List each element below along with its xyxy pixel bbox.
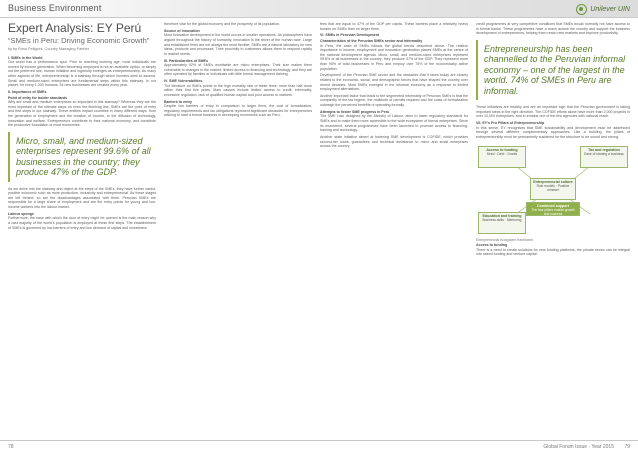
section-heading: Characteristics of the Peruvian SMEs sector and informality <box>320 38 423 43</box>
journal-name: Global Forum Issue · Year 2015 <box>543 444 614 450</box>
body-paragraph: Approximately 92% of SMEs worldwide are micro enterprises. Their size makes them vulnerable to changes in the market, limited access to financing and technology, and they are often operated by families or individuals with little formal management training. <box>164 63 312 77</box>
body-paragraph: The SME Law, designed by the Ministry of Labour, aims to lower regulatory standards for SMEs and to make them more accessible to the wide ecosystem of formal enterprises. Since its enactment, several programmes have been launched to promote access to financing, training and technology. <box>320 114 468 133</box>
pillar-tax-title: Tax and regulation <box>588 148 620 153</box>
combined-support-title: Combined support <box>537 204 569 209</box>
pull-quote-2: Entrepreneurship has been channelled to the Peruvian informal economy – one of the largest in the world. 74% of SMEs in Peru are informal. <box>476 40 630 101</box>
section-heading: Labour sponge <box>8 211 34 216</box>
page-number-right: 79 <box>624 444 630 450</box>
column-2-body <box>164 22 312 118</box>
body-paragraph: credit programmes at very competitive conditions that SMEs would normally not have access to in formal banks. These programmes have a reach across the country and support the business development of entrepreneurs, helping them reach new markets and improve productivity. <box>476 22 630 36</box>
logo-mark-icon <box>576 4 587 15</box>
header-band <box>0 0 638 18</box>
page-number-left: 78 <box>8 444 14 450</box>
footer-band <box>0 440 638 452</box>
body-paragraph: Our world has a performance spur. Prior to reaching working age, most individuals are moved by income generation. When becoming employed is not an available option, or simply not the preferred one, human initiative and ingenuity emerges as entrepreneurship. As many other aspects of life, entrepreneurship is a stairway through which humans seek to ascend. Small and medium-sized enterprises are fundamental steps within this stairway. In our planet, for every 1,000 humans, 54 new businesses are created every year. <box>8 60 156 88</box>
article-byline: by by Rosa Pelligrini, Country Managing Partner <box>8 47 90 51</box>
pillar-tax-and-regulation <box>580 146 628 168</box>
pillar-access-title: Access to funding <box>486 148 518 153</box>
combined-support-text: The four pillars enable growth and success <box>531 208 575 217</box>
article-subtitle: “SMEs in Peru: Driving Economic Growth” <box>8 36 150 45</box>
pillar-entrepreneurial-culture <box>530 178 576 200</box>
diagram-caption: Entrepreneurial ecosystem framework <box>476 237 534 242</box>
body-paragraph: In this sense, EY recognises that SME sustainability and development must be addressed through several different complementary approaches. Like a building, the pillars of entrepreneurship must be permanently sustained for the structure to be sound and strong. <box>476 125 630 140</box>
column-4-body-b <box>476 105 630 139</box>
column-1 <box>8 22 156 232</box>
column-4-body <box>476 22 630 36</box>
column-2 <box>164 22 312 120</box>
article-title: Expert Analysis: EY Perú <box>8 21 142 35</box>
article-page <box>0 18 638 438</box>
column-3 <box>320 22 468 151</box>
body-paragraph: The literature on SMEs points to the high mortality rate of these firms: more than half close within their first five years. Main causes include limited access to credit, informality, excessive regulation, lack of qualified human capital and poor access to markets. <box>164 83 312 97</box>
section-label: Business Environment <box>8 3 102 13</box>
body-paragraph: As we delve into the stairway and object at the steps of the SMEs, they have further varied, positive economic such as more production, inclusivity and entrepreneurial. As these stages are left behind, so are the disadvantages associated with them. Peruvian SMEs are responsible for a large share of employment and are the entry points for young and low-income workers into the labour market. <box>8 186 156 210</box>
pillar-access-to-funding <box>478 146 526 168</box>
logo-text: Unilever UIN <box>590 5 630 13</box>
pull-quote-1: Micro, small, and medium-sized enterprises represent 99.6% of all businesses in the country; they produce 47% of the GDP. <box>8 132 156 182</box>
section-heading: I. SMEs in the World <box>8 55 43 60</box>
column-1-body <box>8 56 156 128</box>
column-4 <box>476 22 630 259</box>
section-heading: Attempts to foster SME progress in Peru <box>320 109 390 114</box>
body-paragraph: fees that are equal to 47% of the GDP per capita. These barriers place a relatively heavy burden on SMEs than on larger firms. <box>320 22 468 31</box>
section-heading: II. Importance of SMEs <box>8 89 47 94</box>
section-heading: VII. EY's Pro Pillars of Entrepreneurship <box>476 121 545 126</box>
body-paragraph: In Peru, the case of SMEs follows the global trends described above. The relative importance in income, employment and innovation generation places SMEs at the centre of the national development agenda. Micro, small, and medium-sized enterprises represent 99.6% of all businesses in the country; they produce 47% of the GDP. They represent more than 95% of total businesses in Peru and employ over 75% of the economically active population. <box>320 43 468 71</box>
column-3-body <box>320 22 468 149</box>
pillar-tax-text: Ease of starting a business <box>584 152 624 157</box>
section-heading: Source of innovation <box>164 28 200 33</box>
section-heading: Barriers to entry <box>164 99 192 104</box>
body-paragraph: Another state initiative aimed at fostering SME development is COFIDE, which provides second-tier loans, guarantees and technical assistance to micro and small enterprises across the country. <box>320 135 468 149</box>
body-paragraph: therefore vital for the global economy and the prosperity of its population. <box>164 22 281 26</box>
body-paragraph: Another important factor that leads to the segmented informality of Peruvian SMEs is that the complexity of the tax regime, the multitude of permits required and the costs of formalization outweigh the perceived benefits of operating formally. <box>320 93 468 108</box>
section-heading: III. Particularities of SMEs <box>164 58 208 63</box>
pillar-education-title: Education and training <box>482 214 522 219</box>
pillar-access-text: Seed · Debt · Grants <box>486 152 518 157</box>
section-heading: Point of entry for bolder standards <box>8 95 68 100</box>
section-heading: IV. SME Vulnerabilities <box>164 79 203 84</box>
section-heading: Access to funding <box>476 243 508 248</box>
body-paragraph: Despite low barriers of entry in comparison to larger firms, the cost of formalization, regulatory requirements and tax obligations represent significant obstacles for entrepreneurs wishing to start a formal business in developing economies such as Peru. <box>164 104 312 118</box>
body-paragraph: Why are small and medium enterprises so important in this stairway? Whereas they are the most important of the ultimate steps on even the finishing line, SMEs are the point of entry and first steps in our stairway. These entities impact countries in many different ways, from the generation of employment and the creation of income, to the diffusion of technology, innovation and welfare. Entrepreneurs contribute to their national economy, and constitute the productive foundation of most economies. <box>8 100 156 128</box>
body-paragraph: Furthermore, the ease with which the door of entry might be opened is the main reason why a vast majority of the world's population is employed at these first steps. The establishment of SMEs is governed by low barriers of entry and low demand of capital and investment. <box>8 216 156 230</box>
body-paragraph: Most innovative development in the world occurs in smaller operations. As philosophers have argued throughout the history of humanity, innovation is the driver of the human race. Large and established firms are not always the most flexible; SMEs are a natural laboratory for new ideas, products and processes. Their proximity to customers allows them to respond rapidly to market needs. <box>164 33 312 56</box>
combined-support-box <box>526 202 580 216</box>
column-1-body-b <box>8 187 156 231</box>
section-heading: VI. SMEs in Peruvian Development <box>320 33 380 38</box>
body-paragraph: Development of the Peruvian SME sector and the obstacles that it faces today are closely related to the economic, social, and demographic forces that have shaped the country over recent decades. Most SMEs emerged in the informal economy as a response to limited employment alternatives. <box>320 73 468 92</box>
body-paragraph: These initiatives are healthy and are an important sign that the Peruvian government is taking important steps in the right direction. The COFIDE efforts alone have more than 2,000 projects in over 10,000 enterprises, and it remains one of the few agencies with national reach. <box>476 105 630 119</box>
pillar-education-text: Business skills · Mentoring <box>482 218 522 223</box>
body-paragraph: There is a need to create solutions for new funding platforms, the private sector can be integral into raised funding and venture capital. <box>476 247 630 257</box>
column-4-body-c <box>476 243 630 257</box>
publisher-logo <box>576 3 630 15</box>
pillar-culture-text: Role models · Positive mindset <box>536 184 570 193</box>
pillar-culture-title: Entrepreneurial culture <box>533 180 573 185</box>
pillars-diagram <box>476 144 630 236</box>
pillar-education-and-training <box>478 212 526 234</box>
